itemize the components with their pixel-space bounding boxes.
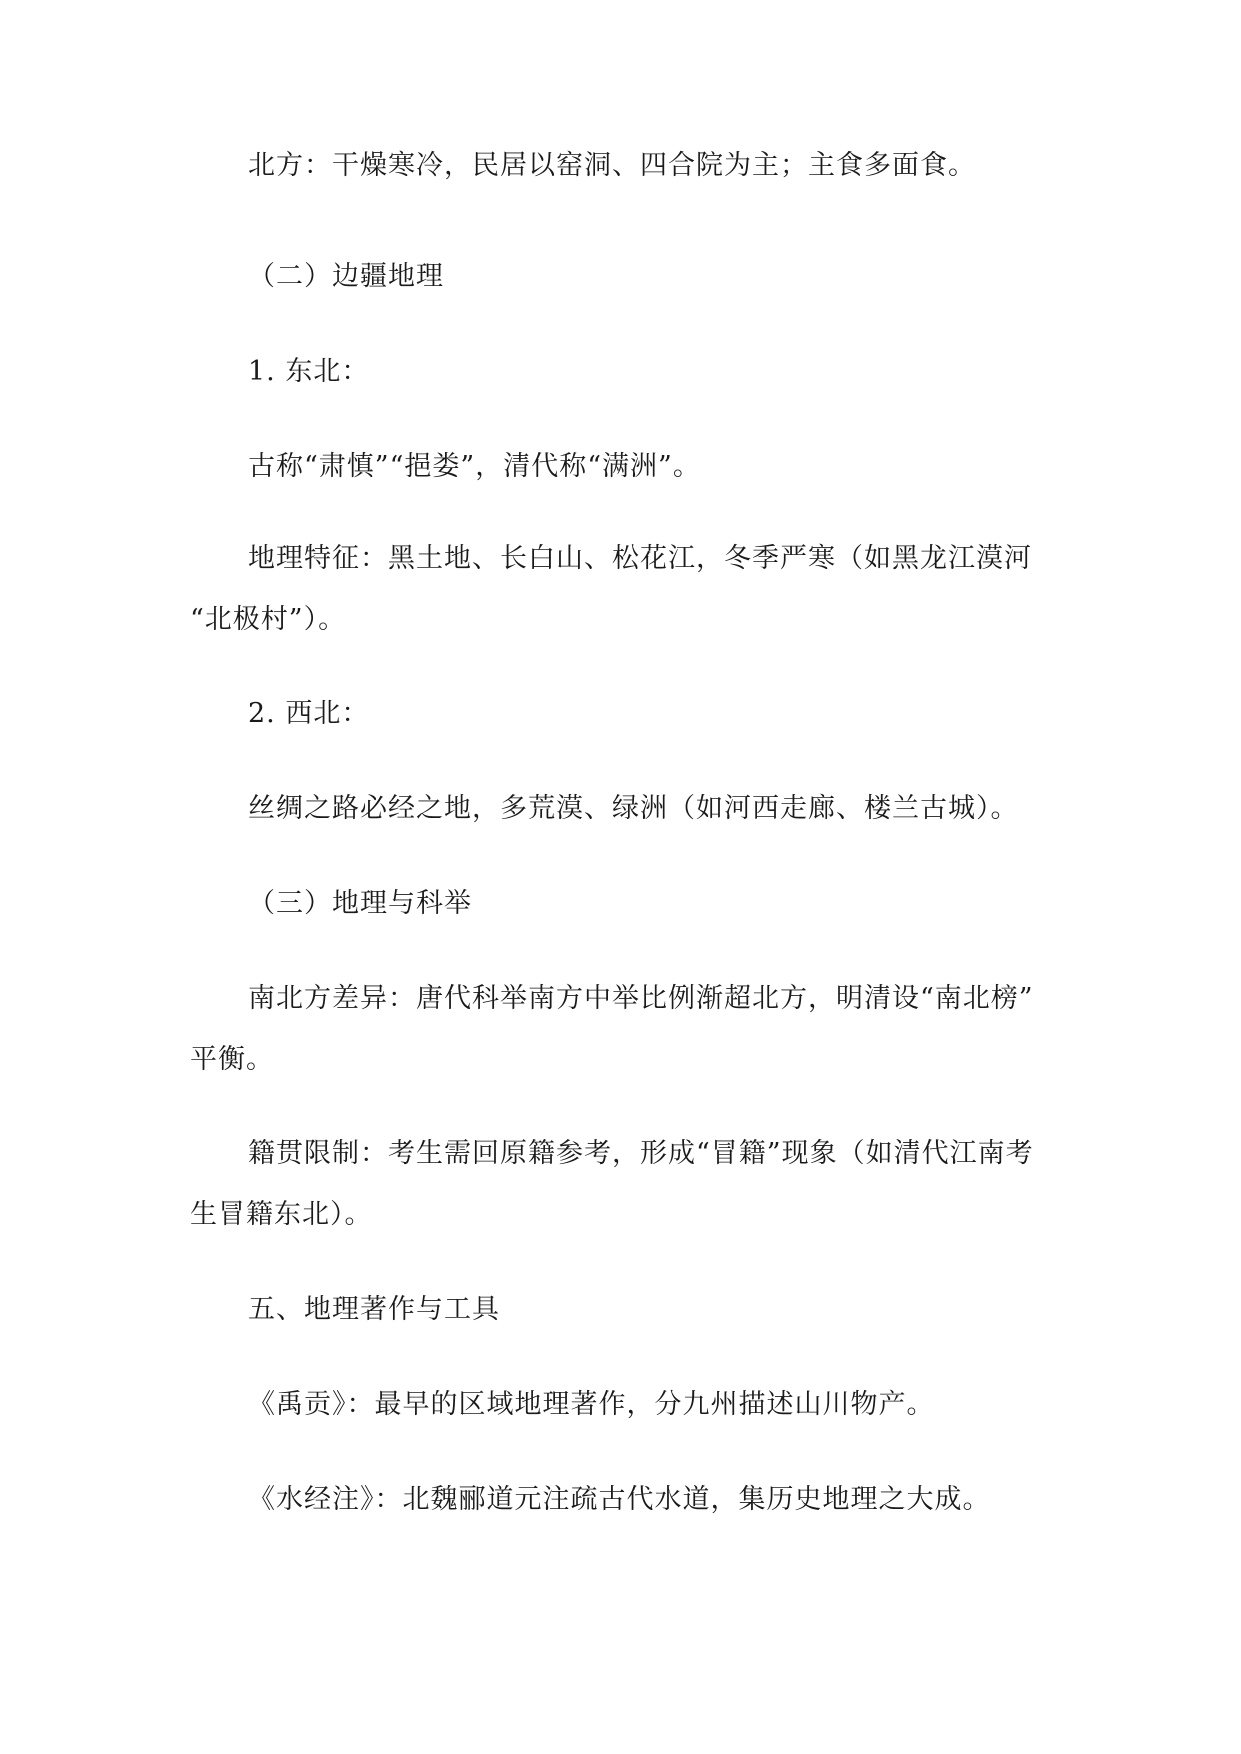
paragraph-native-place-restriction-line-1: 籍贯限制：考生需回原籍参考，形成“冒籍”现象（如清代江南考: [248, 1138, 1034, 1169]
paragraph-shui-jing-zhu: 《水经注》：北魏郦道元注疏古代水道，集历史地理之大成。: [248, 1484, 991, 1515]
paragraph-northeast-features-line-1: 地理特征：黑土地、长白山、松花江，冬季严寒（如黑龙江漠河: [248, 543, 1032, 574]
paragraph-northeast-names: 古称“肃慎”“挹娄”，清代称“满洲”。: [248, 451, 701, 482]
paragraph-yu-gong: 《禹贡》：最早的区域地理著作，分九州描述山川物产。: [248, 1389, 935, 1420]
section-heading-frontier-geography: （二）边疆地理: [248, 261, 444, 292]
paragraph-north-climate: 北方：干燥寒冷，民居以窑洞、四合院为主；主食多面食。: [248, 150, 976, 181]
paragraph-native-place-restriction-line-2: 生冒籍东北）。: [190, 1199, 373, 1230]
section-heading-geography-exam: （三）地理与科举: [248, 888, 472, 919]
paragraph-northwest-silk-road: 丝绸之路必经之地，多荒漠、绿洲（如河西走廊、楼兰古城）。: [248, 793, 1019, 824]
subheading-northwest: 2. 西北：: [248, 698, 370, 729]
paragraph-north-south-difference-line-1: 南北方差异：唐代科举南方中举比例渐超北方，明清设“南北榜”: [248, 983, 1034, 1014]
paragraph-north-south-difference-line-2: 平衡。: [190, 1044, 274, 1075]
section-heading-geography-works: 五、地理著作与工具: [248, 1294, 500, 1325]
subheading-northeast: 1. 东北：: [248, 356, 370, 387]
paragraph-northeast-features-line-2: “北极村”）。: [190, 604, 347, 635]
